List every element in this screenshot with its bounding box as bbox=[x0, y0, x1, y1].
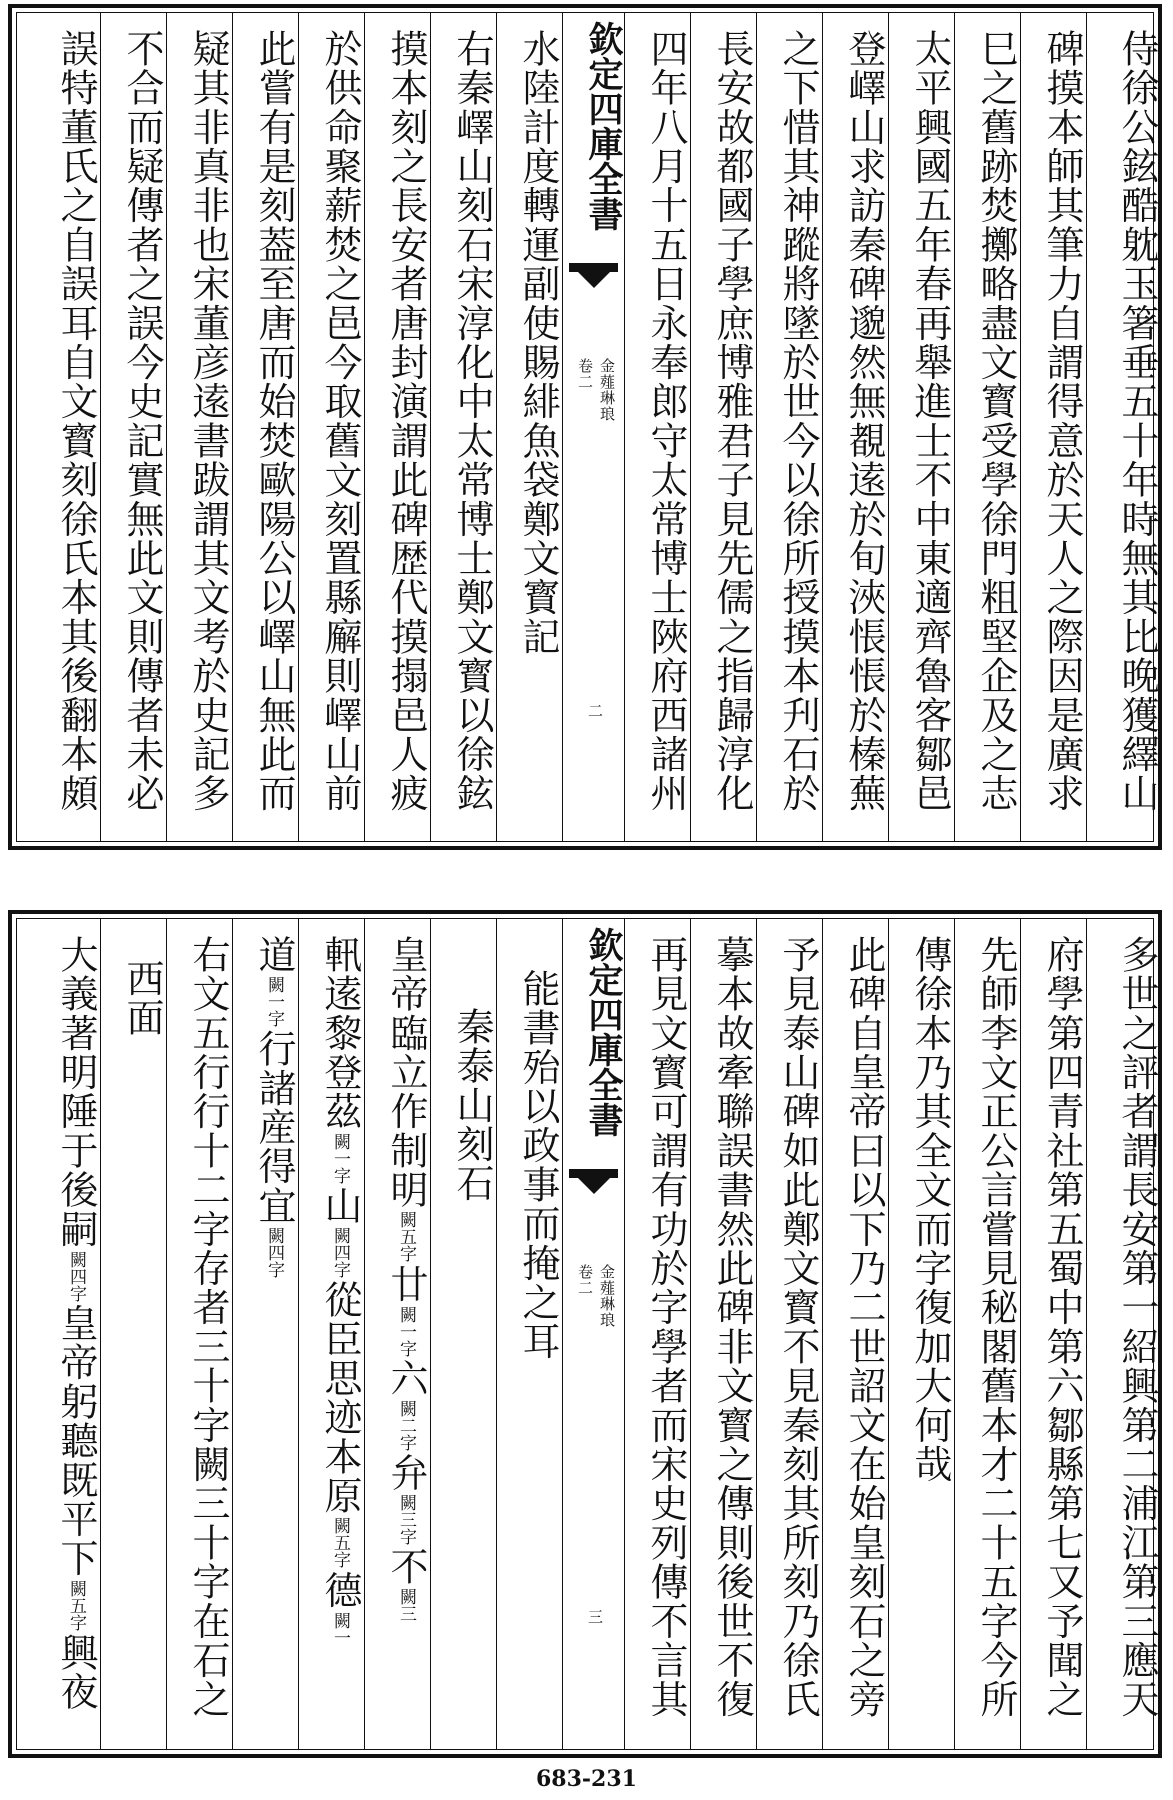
column-text: 廿 bbox=[384, 1264, 428, 1304]
text-column: 之下惜其神蹤將墜於世今以徐所授摸本刋石於 bbox=[756, 13, 822, 841]
text-column: 不合而疑傳者之誤今史記實無此文則傳者未必 bbox=[100, 13, 166, 841]
text-column: 右秦嶧山刻石宋淳化中太常博士鄭文寳以徐鉉 bbox=[430, 13, 496, 841]
leaf-number: 三 bbox=[586, 1609, 604, 1625]
lacuna-note: 闕三 bbox=[396, 1588, 416, 1623]
text-column: 摸本刻之長安者唐封演謂此碑歴代摸搨邑人疲 bbox=[364, 13, 430, 841]
column-text: 六 bbox=[384, 1358, 428, 1398]
text-column: 登嶧山求訪秦碑邈然無覩逺於旬浹悵悵於榛蕪 bbox=[822, 13, 888, 841]
text-column: 能書殆以政事而掩之耳 bbox=[496, 919, 562, 1749]
text-column: 水陸計度轉運副使賜緋魚袋鄭文寳記 bbox=[496, 13, 562, 841]
column-text: 不 bbox=[384, 1547, 428, 1587]
column-text: 軐逺黎登茲 bbox=[318, 935, 362, 1131]
text-column: 傳徐本乃其全文而字復加大何哉 bbox=[888, 919, 954, 1749]
page-number: 683-231 bbox=[536, 1766, 637, 1792]
column-text: 興夜 bbox=[54, 1633, 98, 1712]
text-column-with-lacunae bbox=[232, 919, 298, 1749]
text-column: 予見泰山碑如此鄭文寳不見秦刻其所刻乃徐氏 bbox=[756, 919, 822, 1749]
text-column-with-lacunae bbox=[364, 919, 430, 1749]
column-text: 行諸産得宜 bbox=[252, 1029, 296, 1226]
column-text: 弁 bbox=[384, 1452, 428, 1493]
lacuna-note: 闕五字 bbox=[396, 1211, 416, 1263]
text-column-with-lacunae bbox=[298, 919, 364, 1749]
text-column: 太平興國五年春再舉進士不中東適齊魯客鄒邑 bbox=[888, 13, 954, 841]
lacuna-note: 闕五字 bbox=[330, 1517, 350, 1569]
text-column: 先師李文正公言嘗見秘閣舊本才二十五字今所 bbox=[954, 919, 1020, 1749]
text-column: 再見文寳可謂有功於字學者而宋史列傳不言其 bbox=[624, 919, 690, 1749]
header-title: 欽定四庫全書 bbox=[583, 21, 624, 231]
top-page-frame bbox=[16, 12, 1159, 842]
lacuna-note: 闕一 bbox=[330, 1611, 350, 1646]
text-column: 右文五行行十二字存者三十字闕三十字在石之 bbox=[166, 919, 232, 1749]
header-book: 金薤琳琅 bbox=[598, 358, 616, 422]
fish-tail-ornament bbox=[569, 1169, 618, 1197]
header-book: 金薤琳琅 bbox=[598, 1264, 616, 1328]
header-juan: 卷二 bbox=[576, 358, 594, 390]
column-text: 山 bbox=[318, 1186, 362, 1226]
text-column: 碑摸本師其筆力自謂得意於天人之際因是廣求 bbox=[1020, 13, 1086, 841]
lacuna-note: 闕四字 bbox=[66, 1250, 86, 1302]
lacuna-note: 闕一字 bbox=[330, 1133, 350, 1184]
text-column: 秦泰山刻石 bbox=[430, 919, 496, 1749]
text-column: 侍徐公鉉酷躭玉箸垂五十年時無其比晚獲繹山 bbox=[1086, 13, 1161, 841]
column-text: 皇帝躬聽既平下 bbox=[54, 1303, 98, 1579]
text-column: 巳之舊跡焚擲略盡文寳受學徐門粗堅企及之志 bbox=[954, 13, 1020, 841]
column-text: 從臣思迹本原 bbox=[318, 1280, 362, 1516]
text-column: 長安故都國子學庶博雅君子見先儒之指歸淳化 bbox=[690, 13, 756, 841]
text-column: 摹本故牽聯誤書然此碑非文寳之傳則後世不復 bbox=[690, 919, 756, 1749]
column-text: 德 bbox=[318, 1570, 362, 1610]
lacuna-note: 闕一字 bbox=[396, 1305, 416, 1357]
bottom-page-frame bbox=[16, 918, 1159, 1750]
page-center-fold bbox=[562, 919, 624, 1749]
column-text: 皇帝臨立作制明 bbox=[384, 935, 428, 1210]
header-juan: 卷二 bbox=[576, 1264, 594, 1296]
bottom-page bbox=[8, 910, 1162, 1758]
lacuna-note: 闕三字 bbox=[396, 1494, 416, 1546]
lacuna-note: 闕四字 bbox=[264, 1227, 284, 1279]
text-column: 府學第四青社第五蜀中第六鄒縣第七又予聞之 bbox=[1020, 919, 1086, 1749]
header-title: 欽定四庫全書 bbox=[583, 927, 624, 1137]
lacuna-note: 闕一字 bbox=[264, 976, 284, 1028]
top-page bbox=[8, 4, 1162, 850]
text-column: 誤特董氏之自誤耳自文寳刻徐氏本其後翻本頗 bbox=[54, 29, 98, 813]
text-column: 四年八月十五日永奉郎守太常博士陜府西諸州 bbox=[624, 13, 690, 841]
column-text: 大義著明陲于後嗣 bbox=[54, 935, 98, 1249]
text-column: 此嘗有是刻葢至唐而始焚歐陽公以嶧山無此而 bbox=[232, 13, 298, 841]
lacuna-note: 闕五字 bbox=[66, 1580, 86, 1632]
text-column-with-lacunae bbox=[17, 919, 100, 1749]
lacuna-note: 闕四字 bbox=[330, 1227, 350, 1279]
text-column: 此碑自皇帝曰以下乃二世詔文在始皇刻石之旁 bbox=[822, 919, 888, 1749]
text-column: 西面 bbox=[100, 919, 166, 1749]
column-text: 道 bbox=[252, 935, 296, 975]
leaf-number: 二 bbox=[586, 703, 604, 719]
text-column: 於供命聚薪焚之邑今取舊文刻置縣廨則嶧山前 bbox=[298, 13, 364, 841]
page-center-fold bbox=[562, 13, 624, 841]
fish-tail-ornament bbox=[569, 263, 618, 291]
text-column: 疑其非真非也宋董彦逺書跋謂其文考於史記多 bbox=[166, 13, 232, 841]
lacuna-note: 闕二字 bbox=[396, 1399, 416, 1451]
text-column: 多世之評者謂長安第一紹興第二浦江第三應天 bbox=[1086, 919, 1161, 1749]
